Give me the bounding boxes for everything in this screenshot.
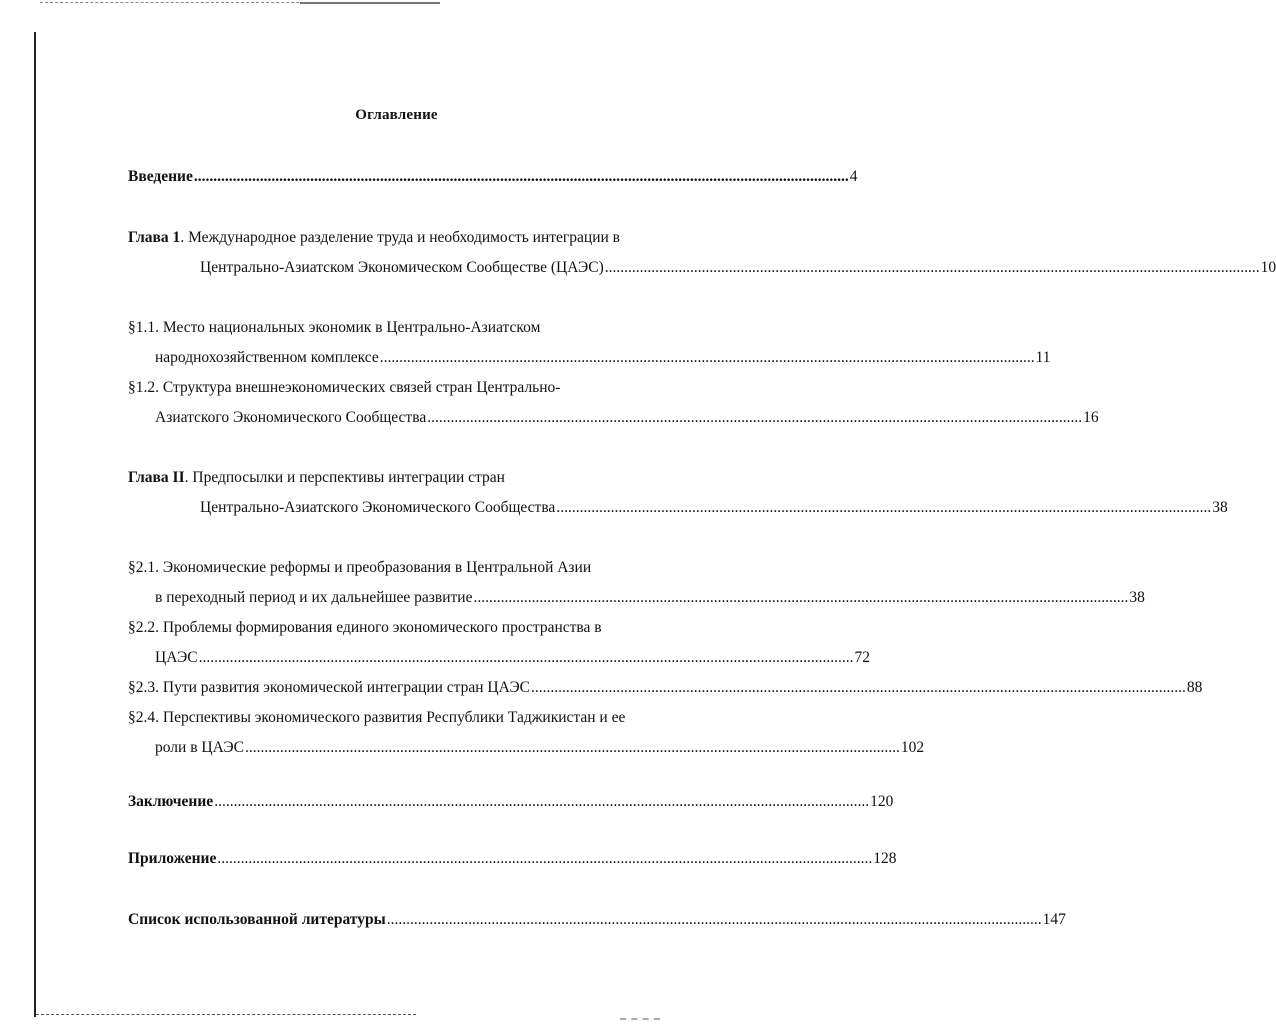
page-title: Оглавление <box>355 107 438 123</box>
toc-entry-chapter-2 <box>128 469 718 487</box>
toc-text: §2.1. Экономические реформы и преобразования в Центральной Азии <box>128 559 592 576</box>
toc-page: 38 <box>1212 499 1228 516</box>
toc-label: Глава 1 <box>128 229 181 246</box>
toc-entry-section-2-1-cont <box>155 589 1145 607</box>
toc-page: 11 <box>1035 349 1051 366</box>
toc-entry-section-2-1 <box>128 559 718 577</box>
toc-entry-appendix <box>128 850 897 868</box>
toc-entry-references <box>128 911 1066 929</box>
toc-page: 120 <box>870 793 894 810</box>
toc-leader: ......................................................................................................................................................................... <box>198 649 854 666</box>
toc-label: Заключение <box>128 793 214 810</box>
toc-page: 147 <box>1042 911 1066 928</box>
toc-entry-section-1-1 <box>128 319 718 337</box>
toc-page: 16 <box>1083 409 1099 426</box>
toc-entry-section-1-2-cont <box>155 409 1099 427</box>
toc-page: 10 <box>1260 259 1276 276</box>
toc-page: 102 <box>900 739 925 756</box>
toc-text: . Предпосылки и перспективы интеграции стран <box>184 469 505 486</box>
toc-entry-section-2-4-cont <box>155 739 925 757</box>
toc-text: §2.2. Проблемы формирования единого экономического пространства в <box>128 619 602 636</box>
toc-label: Введение <box>128 168 193 185</box>
toc-entry-section-2-2-cont <box>155 649 870 667</box>
toc-text: §1.1. Место национальных экономик в Центрально-Азиатском <box>128 319 541 336</box>
toc-leader: ......................................................................................................................................................................... <box>214 793 870 810</box>
toc-entry-section-2-3 <box>128 679 1203 697</box>
toc-leader: ......................................................................................................................................................................... <box>427 409 1083 426</box>
toc-entry-section-2-4 <box>128 709 718 727</box>
toc-entry-chapter-2-cont <box>200 499 1228 517</box>
toc-entry-chapter-1-cont <box>200 259 1276 277</box>
toc-leader: ......................................................................................................................................................................... <box>379 349 1035 366</box>
toc-entry-intro <box>128 168 858 186</box>
toc-leader: ......................................................................................................................................................................... <box>217 850 873 867</box>
toc-text: Азиатского Экономического Сообщества <box>155 409 427 426</box>
toc-text: §2.4. Перспективы экономического развития Республики Таджикистан и ее <box>128 709 626 726</box>
toc-text: §2.3. Пути развития экономической интеграции стран ЦАЭС <box>128 679 531 696</box>
toc-page: 88 <box>1186 679 1203 696</box>
toc-text: в переходный период и их дальнейшее развитие <box>155 589 473 606</box>
toc-leader: ......................................................................................................................................................................... <box>473 589 1129 606</box>
toc-page: 128 <box>873 850 897 867</box>
toc-entry-section-2-2 <box>128 619 718 637</box>
toc-label: Приложение <box>128 850 217 867</box>
toc-leader: ......................................................................................................................................................................... <box>244 739 900 756</box>
scan-artifact-bottom <box>36 1014 416 1015</box>
toc-text: народнохозяйственном комплексе <box>155 349 379 366</box>
toc-text: Центрально-Азиатском Экономическом Сообществе (ЦАЭС) <box>200 259 604 276</box>
toc-text: роли в ЦАЭС <box>155 739 244 756</box>
toc-leader: ......................................................................................................................................................................... <box>604 259 1260 276</box>
toc-entry-conclusion <box>128 793 894 811</box>
toc-leader: ......................................................................................................................................................................... <box>386 911 1042 928</box>
toc-label: Список использованной литературы <box>128 911 386 928</box>
toc-label: Глава II <box>128 469 185 486</box>
toc-page: 4 <box>849 168 858 185</box>
scan-artifact-top-bar <box>300 2 440 4</box>
toc-entry-section-1-1-cont <box>155 349 1051 367</box>
toc-page: 72 <box>854 649 870 666</box>
toc-text: ЦАЭС <box>155 649 198 666</box>
toc-text: §1.2. Структура внешнеэкономических связей стран Центрально- <box>128 379 561 396</box>
toc-text: . Международное разделение труда и необходимость интеграции в <box>180 229 620 246</box>
toc-leader: ......................................................................................................................................................................... <box>556 499 1212 516</box>
toc-entry-section-1-2 <box>128 379 718 397</box>
toc-leader: ......................................................................................................................................................................... <box>193 168 849 185</box>
toc-page: 38 <box>1129 589 1145 606</box>
toc-entry-chapter-1 <box>128 229 718 247</box>
toc-leader: ......................................................................................................................................................................... <box>531 679 1186 696</box>
scan-artifact-left-edge <box>34 32 36 1017</box>
toc-text: Центрально-Азиатского Экономического Сообщества <box>200 499 556 516</box>
scan-artifact-bottom-right <box>620 1018 660 1020</box>
